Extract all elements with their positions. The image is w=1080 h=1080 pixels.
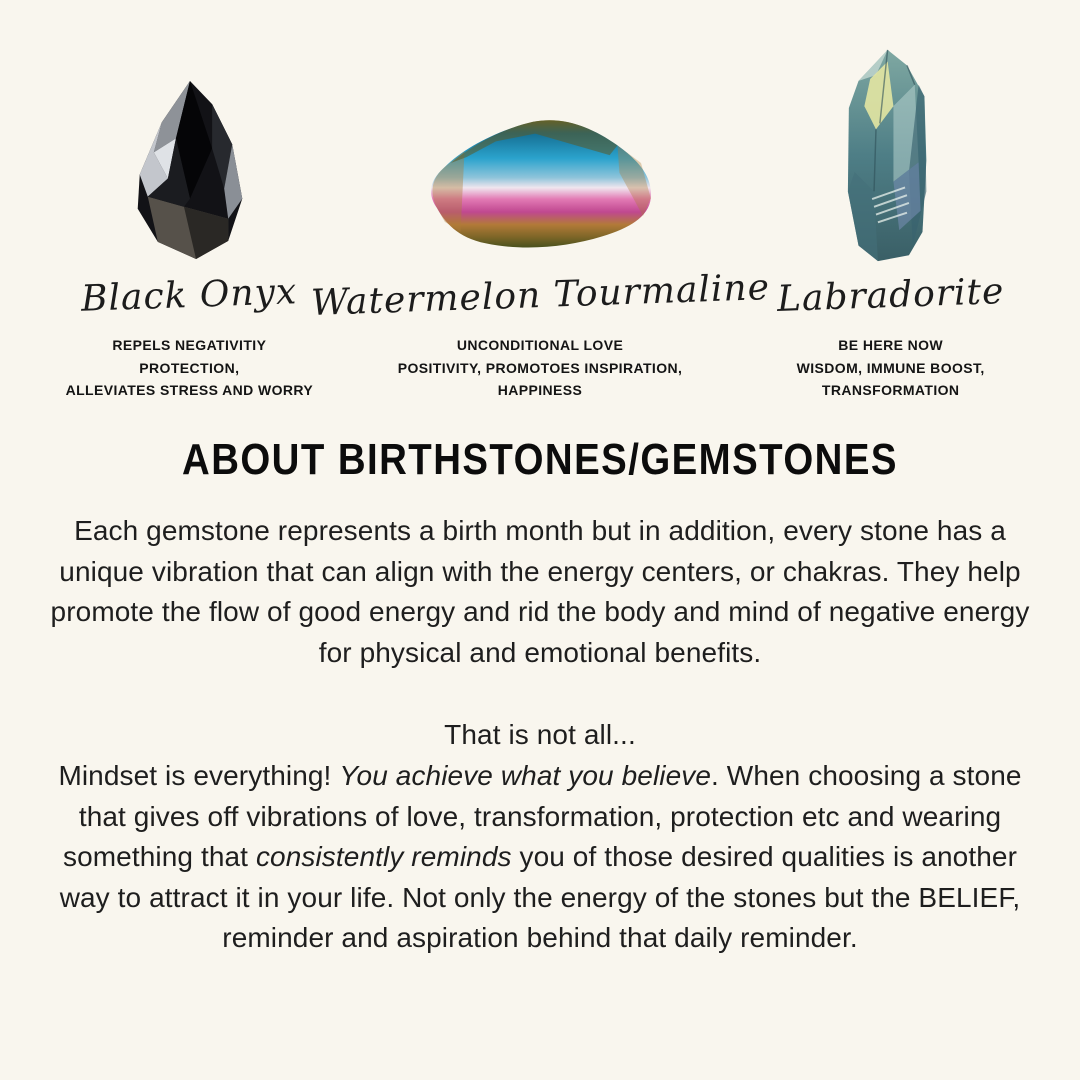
stone-column-watermelon-tourmaline bbox=[309, 46, 771, 402]
about-paragraph-1: Each gemstone represents a birth month but in addition, every stone has a unique vibration that can align with the energy centers, or chakras. They help promote the flow of good energy and rid the body and mind of negative energy for physical and emotional benefits. bbox=[50, 515, 1030, 668]
labradorite-gem-icon bbox=[833, 46, 949, 264]
stone-name-black-onyx: Black Onyx bbox=[80, 270, 299, 320]
about-heading: ABOUT BIRTHSTONES/GEMSTONES bbox=[182, 436, 898, 484]
stone-column-labradorite bbox=[715, 46, 1066, 402]
stone-name-watermelon-tourmaline: Watermelon Tourmaline bbox=[309, 266, 771, 324]
watermelon-tourmaline-gem-image bbox=[414, 46, 666, 264]
black-onyx-gem-icon bbox=[123, 78, 255, 264]
about-paragraph-2: Mindset is everything! You achieve what you believe. When choosing a stone that gives off vibrations of love, transformation, protection etc and wearing something that consistently reminds you of those desired qualities is another way to attract it in your life. Not only the energy of the stones but the BELIEF, reminder and aspiration behind that daily reminder. bbox=[58, 759, 1022, 954]
watermelon-tourmaline-gem-icon bbox=[414, 112, 666, 264]
stones-row bbox=[0, 0, 1080, 402]
stone-traits-watermelon-tourmaline: UNCONDITIONAL LOVE POSITIVITY, PROMOTOES INSPIRATION, HAPPINESS bbox=[397, 337, 683, 399]
stone-traits-black-onyx: REPELS NEGATIVITIY PROTECTION, ALLEVIATES STRESS AND WORRY bbox=[65, 337, 314, 399]
labradorite-gem-image bbox=[833, 46, 949, 264]
about-interlude: That is not all... bbox=[444, 719, 636, 751]
stone-name-labradorite: Labradorite bbox=[776, 270, 1005, 320]
about-section bbox=[0, 438, 1080, 959]
stone-traits-labradorite: BE HERE NOW WISDOM, IMMUNE BOOST, TRANSFORMATION bbox=[796, 337, 985, 399]
stone-column-black-onyx bbox=[14, 46, 365, 402]
black-onyx-gem-image bbox=[123, 46, 255, 264]
